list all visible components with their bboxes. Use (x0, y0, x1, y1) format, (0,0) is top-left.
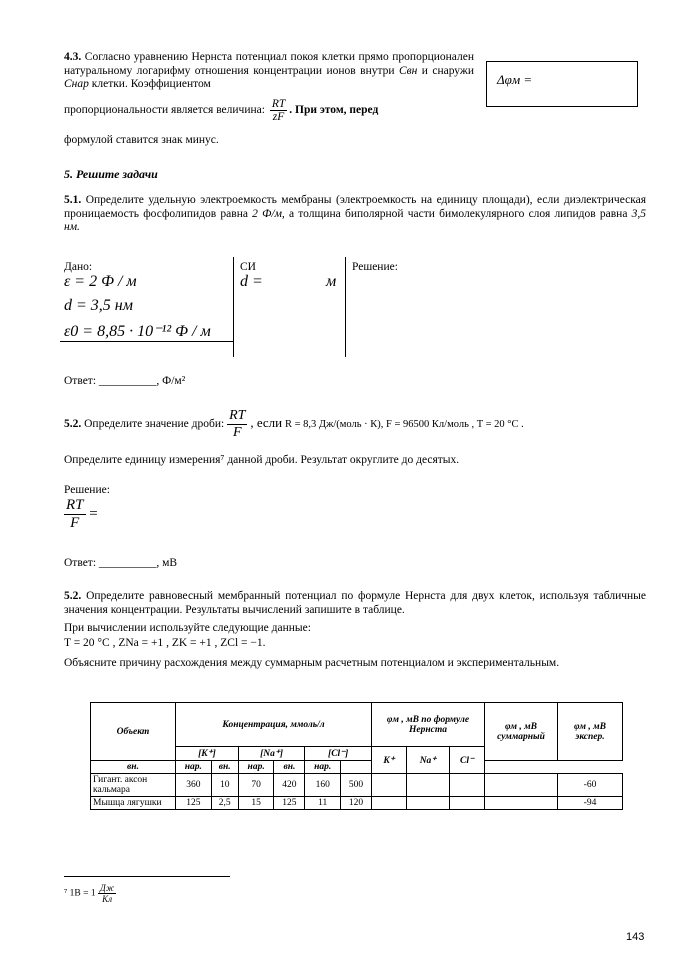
header-nar: нар. (305, 761, 341, 774)
header-cl: [Cl⁻] (305, 747, 372, 761)
frac-num: RT (271, 98, 286, 110)
section-4-3 (64, 51, 474, 92)
given-d: d = 3,5 нм (64, 297, 133, 314)
cell-n-cl[interactable] (450, 797, 485, 810)
solution-fraction (64, 497, 98, 532)
cell-n-k[interactable] (372, 797, 407, 810)
if-text: , если (250, 415, 283, 431)
cell-na-in: 70 (238, 774, 274, 797)
si-unit: м (326, 273, 337, 290)
frac-num: RT (229, 408, 246, 423)
eps-value: 2 Ф/м, (252, 207, 285, 220)
section-5-2b-line3: T = 20 °C , ZNa = +1 , ZK = +1 , ZCl = −1. (64, 637, 266, 649)
section-number: 5.2. (64, 418, 82, 431)
given-eps: ε = 2 Ф / м (64, 273, 137, 290)
d-value: 3,5 нм. (64, 207, 646, 233)
section-5-heading: 5. Решите задачи (64, 167, 158, 181)
section-number: 4.3. (64, 51, 82, 63)
si-label: СИ (240, 261, 256, 273)
cell-k-out: 10 (211, 774, 238, 797)
frac-den: Кл (102, 894, 113, 904)
cell-exp: -60 (558, 774, 623, 797)
solution-label: Решение: (352, 261, 398, 273)
cell-k-in: 360 (176, 774, 212, 797)
solution-label: Решение: (64, 484, 110, 496)
cell-na-in: 15 (238, 797, 274, 810)
cell-na-out: 125 (274, 797, 305, 810)
frac-den: zF (272, 111, 285, 123)
header-sum: φм , мВ суммарный (485, 703, 558, 761)
section-4-3-line2 (64, 98, 474, 123)
and-out: и снаружи (421, 64, 474, 77)
cell-text: клетки. Коэффициентом (91, 78, 211, 90)
header-exp: φм , мВ экспер. (558, 703, 623, 761)
si-vline (345, 257, 346, 357)
footnote-fraction (98, 883, 116, 904)
given-divider (60, 341, 233, 342)
answer-box (486, 61, 638, 107)
footnote-text: ⁷ 1В = 1 (64, 888, 96, 899)
rt-zf-fraction (270, 98, 287, 123)
values-text: R = 8,3 Дж/(моль · К), F = 96500 Кл/моль , T = 20 °C . (285, 419, 524, 431)
frac-den: F (70, 515, 80, 531)
header-n-cl: Cl⁻ (450, 747, 485, 774)
section-4-3-line3: формулой ставится знак минус. (64, 134, 219, 146)
answer-box-label: Δφм = (497, 72, 533, 87)
section-5-2b-line4: Объясните причину расхождения между суммарным расчетным потенциалом и экспериментальным. (64, 657, 560, 669)
cell-sum[interactable] (485, 797, 558, 810)
header-concentration: Концентрация, ммоль/л (176, 703, 372, 747)
header-object: Объект (91, 703, 176, 761)
section-text: Определите удельную электроемкость мембраны (электроемкость на единицу площади), если диэлектрическая проницаемость фосфолипидов равна (64, 194, 647, 220)
cell-n-k[interactable] (372, 774, 407, 797)
row-object: Мышца лягушки (91, 797, 176, 810)
given-vline (233, 257, 234, 357)
cell-cl-in: 160 (305, 774, 341, 797)
row-object: Гигант. аксон кальмара (91, 774, 176, 797)
table-row (91, 774, 623, 797)
cell-na-out: 420 (274, 774, 305, 797)
header-nar: нар. (238, 761, 274, 774)
cell-n-na[interactable] (407, 797, 450, 810)
section-5-2b-line2: При вычислении используйте следующие данные: (64, 622, 311, 634)
frac-num: Дж (100, 883, 115, 893)
header-n-na: Na⁺ (407, 747, 450, 774)
table-row (91, 797, 623, 810)
header-na: [Na⁺] (238, 747, 305, 761)
section-number: 5.1. (64, 194, 82, 206)
cell-n-na[interactable] (407, 774, 450, 797)
header-vn: вн. (274, 761, 305, 774)
section-text: Определите значение дроби: (84, 418, 225, 431)
cell-cl-out: 120 (341, 797, 372, 810)
section-text: Согласно уравнению Нернста потенциал покоя клетки прямо пропорционален натуральному логарифму отношения концентрации ионов внутри (64, 51, 475, 77)
section-number: 5.2. (64, 590, 82, 602)
cell-k-out: 2,5 (211, 797, 238, 810)
header-n-k: K⁺ (372, 747, 407, 774)
answer-5-2a: Ответ: __________, мВ (64, 557, 178, 569)
given-label: Дано: (64, 261, 93, 273)
after-text: . При этом, перед (289, 104, 379, 117)
si-d: d = (240, 273, 263, 290)
section-text2: а толщина биполярной части бимолекулярного слоя липидов равна (288, 207, 628, 220)
header-k: [K⁺] (176, 747, 239, 761)
line2-text: пропорциональности является величина: (64, 104, 265, 117)
section-5-1 (64, 194, 646, 235)
frac-num: RT (66, 497, 84, 513)
given-eps0: ε0 = 8,85 · 10⁻¹² Ф / м (64, 323, 211, 340)
cell-cl-out: 500 (341, 774, 372, 797)
footnote (64, 883, 116, 904)
c-in: Cвн (398, 64, 418, 77)
cell-sum[interactable] (485, 774, 558, 797)
answer-5-1: Ответ: __________, Ф/м² (64, 375, 186, 387)
rt-f-fraction (227, 408, 247, 441)
equals: = (89, 505, 98, 522)
header-nar: нар. (176, 761, 212, 774)
section-5-2a (64, 408, 646, 441)
page-number: 143 (626, 931, 645, 943)
header-vn: вн. (91, 761, 176, 774)
frac-den: F (232, 425, 242, 440)
section-5-2b (64, 590, 646, 617)
cell-exp: -94 (558, 797, 623, 810)
nernst-table (90, 702, 623, 810)
cell-cl-in: 11 (305, 797, 341, 810)
c-out: Cнар (64, 78, 89, 90)
footnote-divider (64, 876, 230, 877)
cell-k-in: 125 (176, 797, 212, 810)
section-text: Определите равновесный мембранный потенциал по формуле Нернста для двух клеток, используя табличные значения концентрации. Результаты вычислений запишите в таблице. (64, 590, 646, 616)
header-vn: вн. (211, 761, 238, 774)
header-nernst: φм , мВ по формуле Нернста (372, 703, 485, 747)
cell-n-cl[interactable] (450, 774, 485, 797)
section-5-2a-line2: Определите единицу измерения⁷ данной дроби. Результат округлите до десятых. (64, 454, 460, 466)
